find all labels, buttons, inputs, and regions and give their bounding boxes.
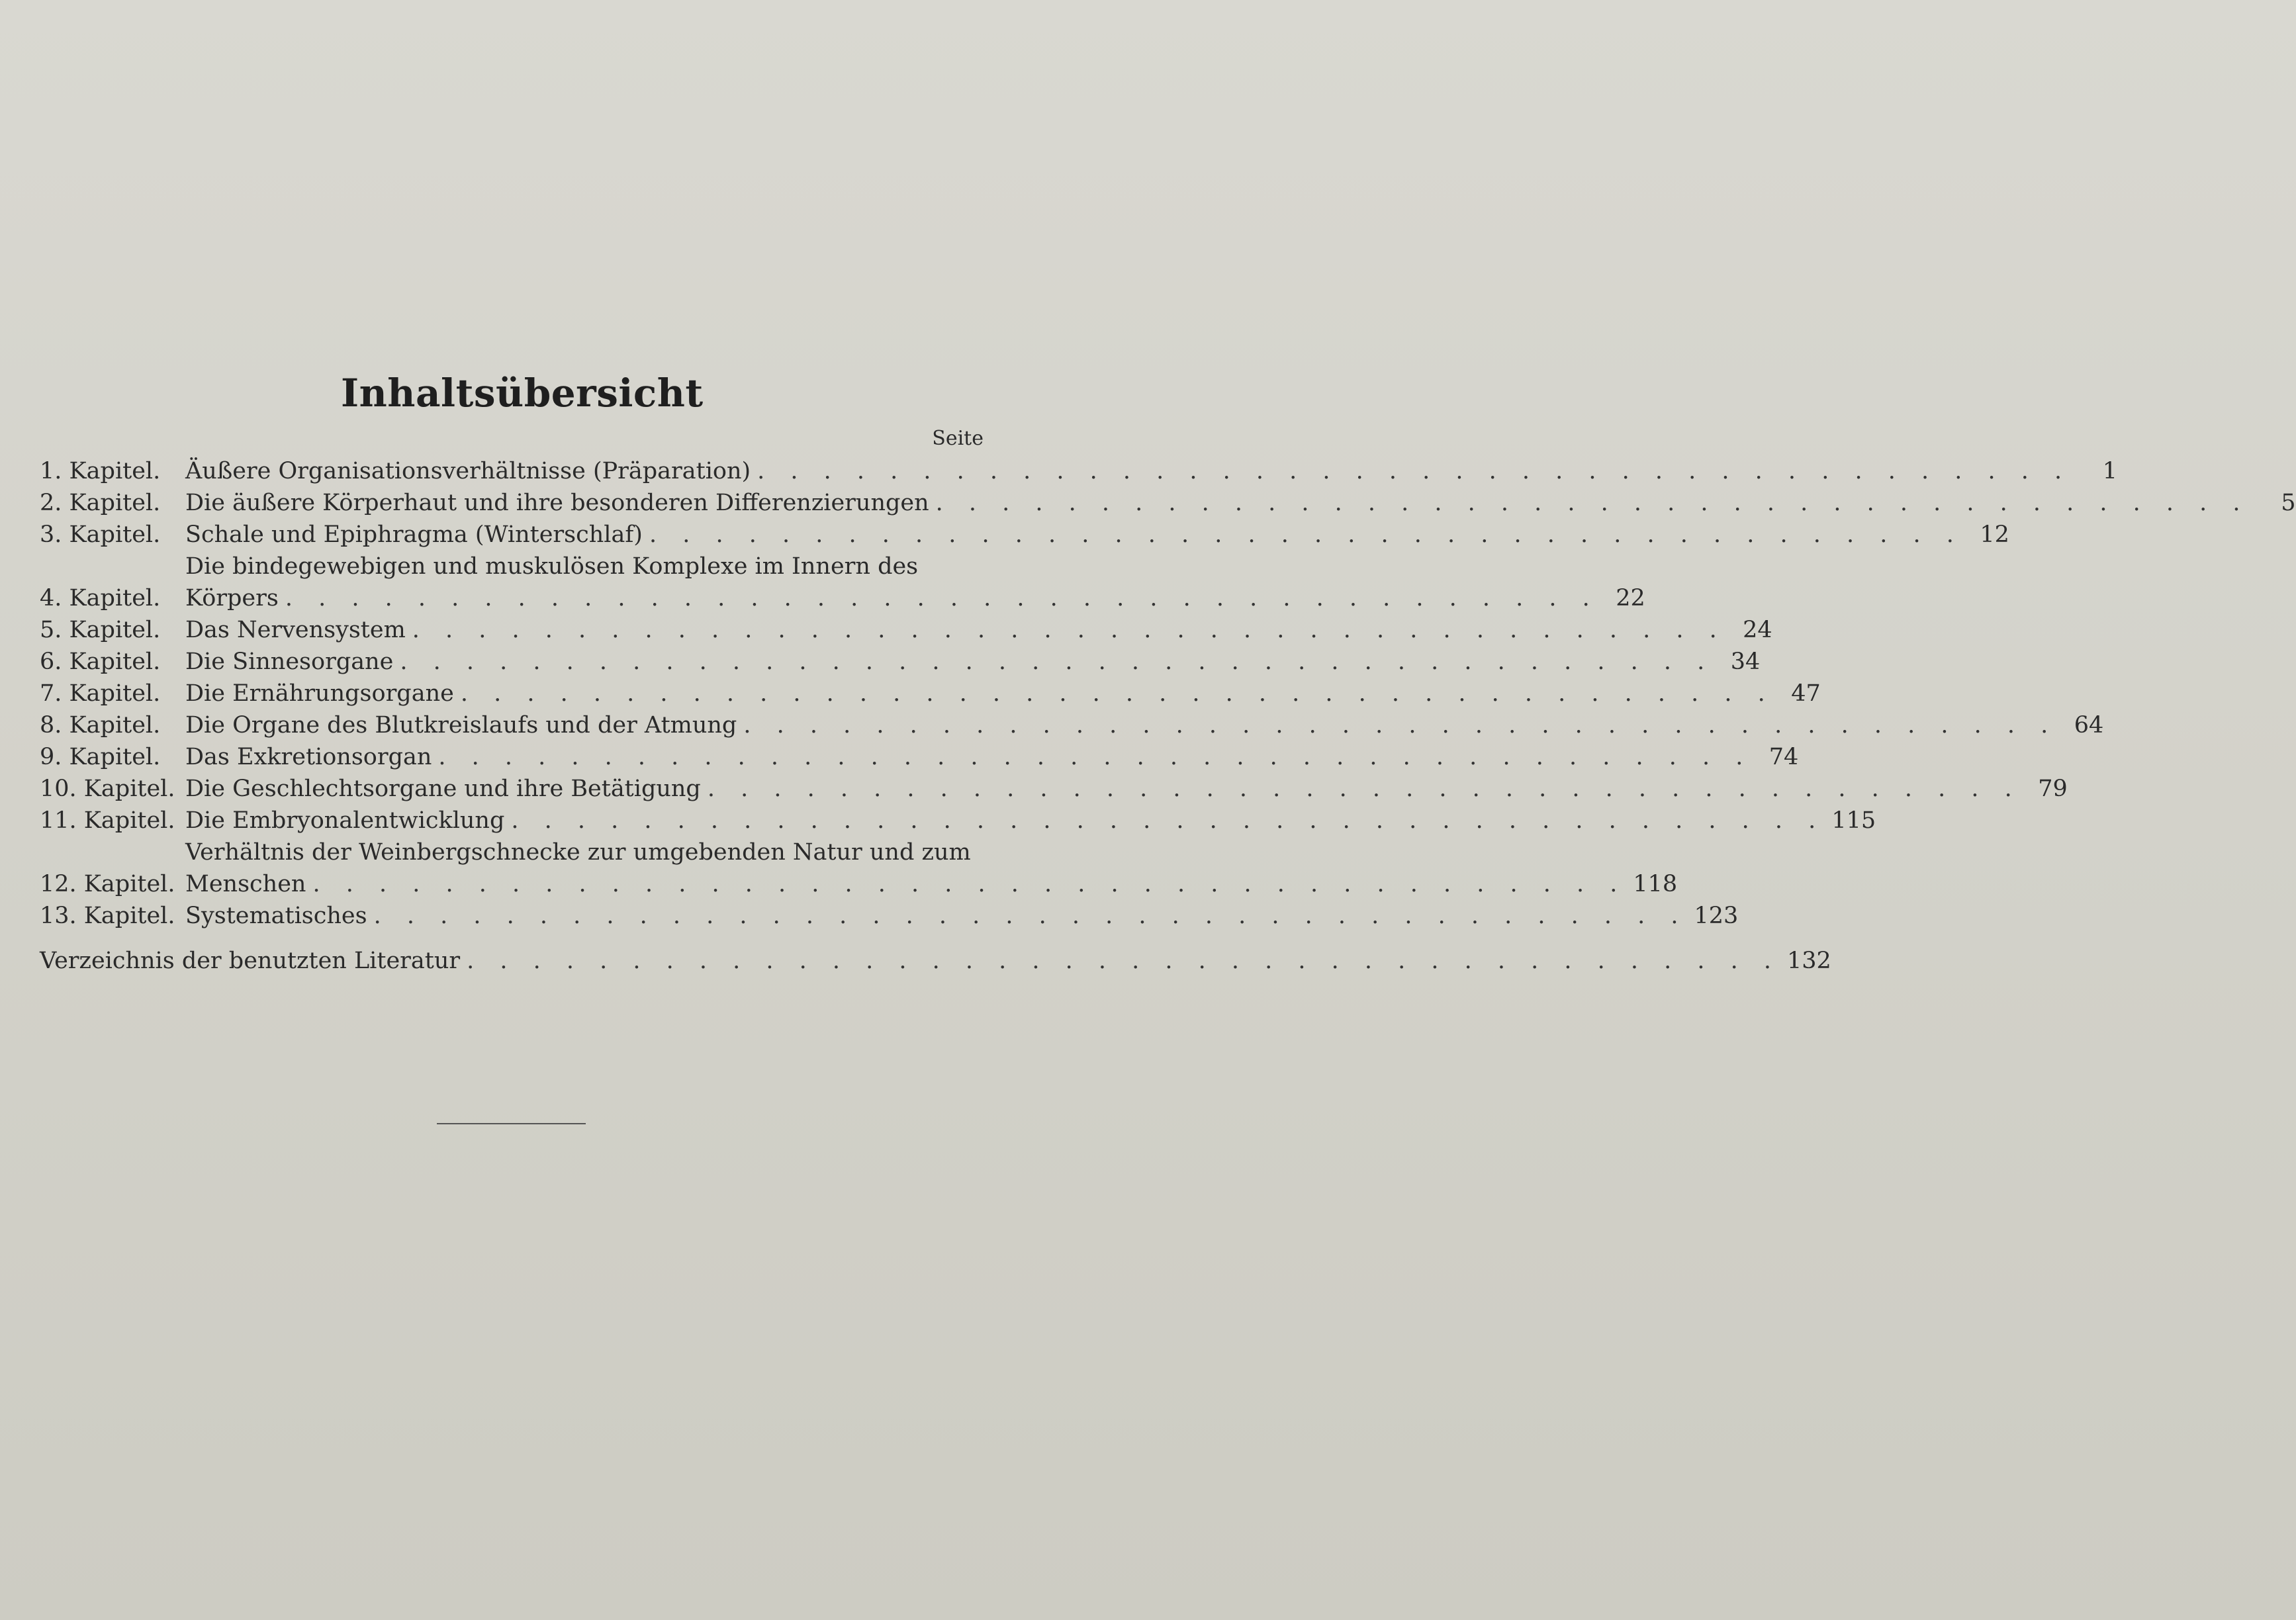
- entry-body: [185, 678, 1821, 709]
- dot-leader: . . . . . . . . . . . . . . . . . . . . . . . . . . . . . . . . . . . . . . . .: [412, 617, 1726, 643]
- entry-line: [185, 741, 1798, 773]
- page-number: 22: [1616, 585, 1645, 611]
- chapter-number: 13. Kapitel.: [40, 903, 175, 929]
- toc-row: [40, 678, 1821, 709]
- entry-body: [185, 551, 1645, 614]
- chapter-title: Verhältnis der Weinbergschnecke zur umgebenden Natur und zum: [185, 839, 971, 866]
- chapter-number: 4. Kapitel.: [40, 585, 161, 611]
- entry-body: [185, 519, 2009, 551]
- entry-line: [185, 614, 1772, 646]
- chapter-title: Die Sinnesorgane: [185, 649, 394, 675]
- chapter-number: 7. Kapitel.: [40, 680, 161, 707]
- entry-line: [185, 519, 2009, 551]
- chapter-number: 6. Kapitel.: [40, 649, 161, 675]
- dot-leader: . . . . . . . . . . . . . . . . . . . . . . . . . . . . . . . . . . . . . . . .: [467, 948, 1781, 974]
- chapter-title: Die Geschlechtsorgane und ihre Betätigung: [185, 776, 701, 802]
- chapter-title: Das Nervensystem: [185, 617, 406, 643]
- chapter-title: Die bindegewebigen und muskulösen Komplexe im Innern des: [185, 553, 919, 580]
- dot-leader: . . . . . . . . . . . . . . . . . . . . . . . . . . . . . . . . . . . . . . . .: [285, 585, 1599, 611]
- chapter-number: 8. Kapitel.: [40, 712, 161, 739]
- chapter-title: Die Ernährungsorgane: [185, 680, 454, 707]
- toc-row: [40, 455, 2118, 487]
- chapter-title: Menschen: [185, 871, 306, 897]
- page-number: 123: [1694, 903, 1739, 929]
- entry-line: [185, 868, 1677, 900]
- entry-body: [185, 614, 1772, 646]
- toc-row: [40, 487, 2296, 519]
- entry-body: [40, 945, 1831, 977]
- entry-body: [185, 487, 2296, 519]
- chapter-title: Verzeichnis der benutzten Literatur: [40, 948, 461, 974]
- toc-row: [40, 836, 1678, 900]
- page-number: 64: [2074, 712, 2104, 739]
- entry-line: [185, 455, 2117, 487]
- toc-row: [40, 646, 1761, 678]
- toc-row: [40, 773, 2068, 805]
- entry-body: [185, 900, 1738, 932]
- page-number: 118: [1633, 871, 1678, 897]
- entry-line: [185, 582, 1645, 614]
- chapter-title: Körpers: [185, 585, 279, 611]
- dot-leader: . . . . . . . . . . . . . . . . . . . . . . . . . . . . . . . . . . . . . . . .: [312, 871, 1627, 897]
- dot-leader: . . . . . . . . . . . . . . . . . . . . . . . . . . . . . . . . . . . . . . . .: [460, 680, 1774, 707]
- chapter-title: Schale und Epiphragma (Winterschlaf): [185, 521, 643, 548]
- chapter-title: Die Embryonalentwicklung: [185, 807, 505, 834]
- chapter-number: 11. Kapitel.: [40, 807, 175, 834]
- page-number: 47: [1791, 680, 1821, 707]
- entry-body: [185, 805, 1876, 836]
- dot-leader: . . . . . . . . . . . . . . . . . . . . . . . . . . . . . . . . . . . . . . . .: [373, 903, 1688, 929]
- entry-body: [185, 741, 1798, 773]
- show-through-text: [238, 199, 250, 240]
- page-title: Inhaltsübersicht: [341, 371, 704, 416]
- chapter-number: 1. Kapitel.: [40, 458, 161, 484]
- toc-row: [40, 741, 1799, 773]
- dot-leader: . . . . . . . . . . . . . . . . . . . . . . . . . . . . . . . . . . . . . . . .: [757, 458, 2072, 484]
- entry-line: [185, 678, 1821, 709]
- page-number: 34: [1730, 649, 1761, 675]
- dot-leader: . . . . . . . . . . . . . . . . . . . . . . . . . . . . . . . . . . . . . . . .: [438, 744, 1753, 770]
- entry-line: [185, 836, 1677, 868]
- chapter-number: 12. Kapitel.: [40, 871, 175, 897]
- chapter-title: Das Exkretionsorgan: [185, 744, 432, 770]
- page-number: 132: [1787, 948, 1831, 974]
- literature-row: [40, 945, 1831, 977]
- chapter-number: 2. Kapitel.: [40, 490, 161, 516]
- toc-row: [40, 519, 2009, 551]
- chapter-title: Die äußere Körperhaut und ihre besonderen Differenzierungen: [185, 490, 929, 516]
- toc-row: [40, 709, 2104, 741]
- dot-leader: . . . . . . . . . . . . . . . . . . . . . . . . . . . . . . . . . . . . . . . .: [935, 490, 2250, 516]
- toc-row: [40, 614, 1772, 646]
- entry-line: [185, 551, 1645, 582]
- chapter-number: 10. Kapitel.: [40, 776, 175, 802]
- chapter-number: 3. Kapitel.: [40, 521, 161, 548]
- entry-line: [185, 773, 2068, 805]
- toc-row: [40, 900, 1739, 932]
- page-number: 5: [2281, 490, 2296, 516]
- chapter-title: Systematisches: [185, 903, 367, 929]
- page-number: 115: [1831, 807, 1876, 834]
- chapter-title: Äußere Organisationsverhältnisse (Präparation): [185, 458, 751, 484]
- dot-leader: . . . . . . . . . . . . . . . . . . . . . . . . . . . . . . . . . . . . . . . .: [511, 807, 1825, 834]
- chapter-number: 5. Kapitel.: [40, 617, 161, 643]
- entry-line: [40, 945, 1831, 977]
- entry-body: [185, 709, 2103, 741]
- toc-row: [40, 551, 1645, 614]
- chapter-number: 9. Kapitel.: [40, 744, 161, 770]
- page-number: 1: [2102, 458, 2118, 484]
- entry-line: [185, 900, 1738, 932]
- entry-body: [185, 773, 2068, 805]
- table-of-contents: [40, 455, 2296, 977]
- entry-body: [185, 836, 1677, 900]
- entry-body: [185, 455, 2117, 487]
- dot-leader: . . . . . . . . . . . . . . . . . . . . . . . . . . . . . . . . . . . . . . . .: [707, 776, 2021, 802]
- page-number: 74: [1768, 744, 1799, 770]
- dot-leader: . . . . . . . . . . . . . . . . . . . . . . . . . . . . . . . . . . . . . . . .: [649, 521, 1963, 548]
- page-number: 79: [2038, 776, 2068, 802]
- dot-leader: . . . . . . . . . . . . . . . . . . . . . . . . . . . . . . . . . . . . . . . .: [400, 649, 1714, 675]
- chapter-title: Die Organe des Blutkreislaufs und der Atmung: [185, 712, 737, 739]
- entry-body: [185, 646, 1760, 678]
- entry-line: [185, 709, 2103, 741]
- page-number: 24: [1743, 617, 1772, 643]
- page-number: 12: [1980, 521, 2009, 548]
- entry-line: [185, 805, 1876, 836]
- toc-row: [40, 805, 1876, 836]
- entry-line: [185, 646, 1760, 678]
- entry-line: [185, 487, 2296, 519]
- dot-leader: . . . . . . . . . . . . . . . . . . . . . . . . . . . . . . . . . . . . . . . .: [743, 712, 2058, 739]
- divider-rule: [437, 1123, 586, 1124]
- column-header-seite: Seite: [932, 427, 984, 450]
